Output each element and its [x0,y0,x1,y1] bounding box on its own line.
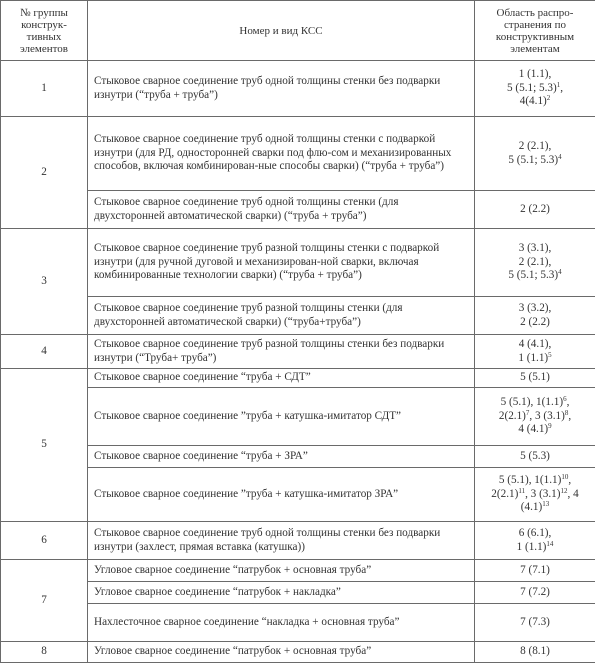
table-row [1,61,595,117]
kss-area: 4 (4.1), 1 $(1.1)^5$ [475,335,595,369]
table-row [1,335,595,369]
table-row [1,229,595,297]
table-header-row [1,1,595,61]
table-row [1,369,595,388]
header-group: № группы конструк-тивных элементов [1,1,88,61]
kss-description: Угловое сварное соединение “патрубок + основная труба” [88,560,475,582]
header-area: Область распро-странения по конструктивным элементам [475,1,595,61]
kss-area: 6 (6.1), 1 $(1.1)^{14}$ [475,522,595,560]
header-kss: Номер и вид КСС [88,1,475,61]
table-row [1,468,595,522]
kss-description: Стыковое сварное соединение ”труба + катушка-имитатор СДТ” [88,388,475,446]
kss-area: 1 (1.1), 5 (5.1; 5.3)$^1$, $4(4.1)^2$ [475,61,595,117]
kss-description: Стыковое сварное соединение труб одной толщины стенки (для двухсторонней автоматической сварки) (“труба + труба”) [88,191,475,229]
table-row [1,582,595,604]
kss-description: Угловое сварное соединение “патрубок + основная труба” [88,642,475,663]
table-row [1,297,595,335]
kss-description: Нахлесточное сварное соединение “накладка + основная труба” [88,604,475,642]
kss-description: Стыковое сварное соединение ”труба + катушка-имитатор ЗРА” [88,468,475,522]
kss-area: 5 (5.1), $1(1.1)^{10}$, $2(2.1)^{11}$, 3 $(3.1)^{12}$, 4 $(4.1)^{13}$ [475,468,595,522]
table-row [1,560,595,582]
kss-area: 2 (2.2) [475,191,595,229]
group-number: 1 [1,61,88,117]
kss-area: 8 (8.1) [475,642,595,663]
kss-description: Стыковое сварное соединение труб одной толщины стенки с подваркой изнутри (для РД, односторонней сварки под флю-сом и механизированных способов, включая комбинирован-ные способы сварки) (“труба + труба”) [88,117,475,191]
kss-area: 7 (7.1) [475,560,595,582]
group-number: 8 [1,642,88,663]
kss-area: 7 (7.3) [475,604,595,642]
kss-description: Стыковое сварное соединение труб разной толщины стенки с подваркой изнутри (для ручной дуговой и механизирован-ной сварки, включая комбинированные технологии сварки) (“труба + труба”) [88,229,475,297]
kss-description: Стыковое сварное соединение “труба + ЗРА” [88,446,475,468]
kss-description: Стыковое сварное соединение труб разной толщины стенки (для двухсторонней автоматической сварки) (“труба+труба”) [88,297,475,335]
kss-description: Стыковое сварное соединение труб одной толщины стенки без подварки изнутри (“труба + труба”) [88,61,475,117]
table-row [1,604,595,642]
kss-description: Стыковое сварное соединение “труба + СДТ” [88,369,475,388]
kss-area: 5 (5.1) [475,369,595,388]
table-row [1,522,595,560]
table-row [1,117,595,191]
kss-description: Стыковое сварное соединение труб разной толщины стенки без подварки изнутри (“Труба+ труба”) [88,335,475,369]
group-number: 6 [1,522,88,560]
kss-description: Стыковое сварное соединение труб одной толщины стенки без подварки изнутри (захлест, прямая вставка (катушка)) [88,522,475,560]
table-row [1,191,595,229]
group-number: 3 [1,229,88,335]
table-row [1,446,595,468]
kss-area: 3 (3.1), 2 (2.1), 5 (5.1; 5.3)$^4$ [475,229,595,297]
group-number: 2 [1,117,88,229]
kss-area: 7 (7.2) [475,582,595,604]
kss-area: 3 (3.2), 2 (2.2) [475,297,595,335]
kss-area: 5 (5.1), $1(1.1)^6$, $2(2.1)^7$, 3 $(3.1)^8$, 4 $(4.1)^9$ [475,388,595,446]
kss-description: Угловое сварное соединение “патрубок + накладка” [88,582,475,604]
kss-area: 5 (5.3) [475,446,595,468]
group-number: 4 [1,335,88,369]
table-row [1,388,595,446]
group-number: 7 [1,560,88,642]
group-number: 5 [1,369,88,522]
kss-area: 2 (2.1), 5 (5.1; 5.3)$^4$ [475,117,595,191]
